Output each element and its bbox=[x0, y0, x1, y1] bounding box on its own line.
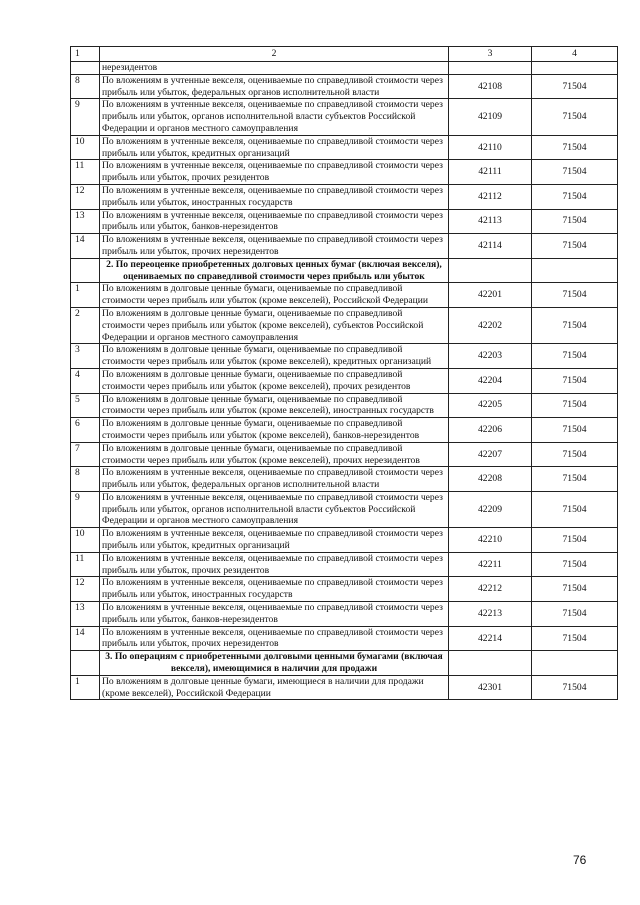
row-number: 1 bbox=[71, 675, 100, 700]
row-number: 10 bbox=[71, 135, 100, 160]
row-number: 13 bbox=[71, 602, 100, 627]
account-code: 42205 bbox=[449, 393, 532, 418]
row-number: 13 bbox=[71, 209, 100, 234]
corresponding-account: 71504 bbox=[532, 135, 618, 160]
column-number-1: 1 bbox=[71, 47, 100, 62]
corresponding-account: 71504 bbox=[532, 675, 618, 700]
corresponding-account: 71504 bbox=[532, 491, 618, 527]
corresponding-account: 71504 bbox=[532, 467, 618, 492]
corresponding-account bbox=[532, 62, 618, 75]
corresponding-account: 71504 bbox=[532, 74, 618, 99]
account-code: 42209 bbox=[449, 491, 532, 527]
row-description: По вложениям в долговые ценные бумаги, оцениваемые по справедливой стоимости через прибыль или убыток (кроме векселей), прочих нерезидентов bbox=[100, 442, 449, 467]
row-number: 7 bbox=[71, 442, 100, 467]
accounts-table bbox=[70, 46, 618, 700]
table-row bbox=[71, 552, 618, 577]
table-row bbox=[71, 368, 618, 393]
account-code: 42206 bbox=[449, 418, 532, 443]
table-row bbox=[71, 528, 618, 553]
row-number: 14 bbox=[71, 234, 100, 259]
account-code: 42109 bbox=[449, 99, 532, 135]
account-code: 42211 bbox=[449, 552, 532, 577]
row-number: 12 bbox=[71, 577, 100, 602]
table-row bbox=[71, 184, 618, 209]
table-row bbox=[71, 442, 618, 467]
row-description: По вложениям в учтенные векселя, оцениваемые по справедливой стоимости через прибыль или убыток, иностранных государств bbox=[100, 184, 449, 209]
account-code: 42110 bbox=[449, 135, 532, 160]
corresponding-account: 71504 bbox=[532, 577, 618, 602]
row-description: По вложениям в учтенные векселя, оцениваемые по справедливой стоимости через прибыль или убыток, органов исполнительной власти субъектов Российской Федерации и органов местного самоуправления bbox=[100, 99, 449, 135]
table-row bbox=[71, 577, 618, 602]
row-number: 4 bbox=[71, 368, 100, 393]
row-description: По вложениям в учтенные векселя, оцениваемые по справедливой стоимости через прибыль или убыток, банков-нерезидентов bbox=[100, 602, 449, 627]
corresponding-account: 71504 bbox=[532, 393, 618, 418]
row-number: 9 bbox=[71, 491, 100, 527]
account-code: 42111 bbox=[449, 160, 532, 185]
row-description: По вложениям в долговые ценные бумаги, оцениваемые по справедливой стоимости через прибыль или убыток (кроме векселей), банков-нерезидентов bbox=[100, 418, 449, 443]
row-description: По вложениям в учтенные векселя, оцениваемые по справедливой стоимости через прибыль или убыток, иностранных государств bbox=[100, 577, 449, 602]
row-description: По вложениям в долговые ценные бумаги, оцениваемые по справедливой стоимости через прибыль или убыток (кроме векселей), кредитных организаций bbox=[100, 344, 449, 369]
table-row bbox=[71, 62, 618, 75]
account-code: 42208 bbox=[449, 467, 532, 492]
corresponding-account: 71504 bbox=[532, 307, 618, 343]
table-row bbox=[71, 74, 618, 99]
account-code: 42202 bbox=[449, 307, 532, 343]
table-row bbox=[71, 467, 618, 492]
row-description: По вложениям в учтенные векселя, оцениваемые по справедливой стоимости через прибыль или убыток, федеральных органов исполнительной власти bbox=[100, 467, 449, 492]
row-number: 11 bbox=[71, 160, 100, 185]
row-description: По вложениям в учтенные векселя, оцениваемые по справедливой стоимости через прибыль или убыток, федеральных органов исполнительной власти bbox=[100, 74, 449, 99]
table-row bbox=[71, 626, 618, 651]
row-description: По вложениям в учтенные векселя, оцениваемые по справедливой стоимости через прибыль или убыток, органов исполнительной власти субъектов Российской Федерации и органов местного самоуправления bbox=[100, 491, 449, 527]
table-row bbox=[71, 491, 618, 527]
account-code: 42204 bbox=[449, 368, 532, 393]
table-row bbox=[71, 307, 618, 343]
row-number-cell bbox=[71, 651, 100, 676]
row-number: 1 bbox=[71, 283, 100, 308]
column-number-3: 3 bbox=[449, 47, 532, 62]
row-description: По вложениям в долговые ценные бумаги, оцениваемые по справедливой стоимости через прибыль или убыток (кроме векселей), субъектов Российской Федерации и органов местного самоуправления bbox=[100, 307, 449, 343]
row-number: 14 bbox=[71, 626, 100, 651]
row-number-cell bbox=[71, 258, 100, 283]
row-description: По вложениям в долговые ценные бумаги, имеющиеся в наличии для продажи (кроме векселей), Российской Федерации bbox=[100, 675, 449, 700]
section-heading-row bbox=[71, 258, 618, 283]
table-row bbox=[71, 675, 618, 700]
row-number: 10 bbox=[71, 528, 100, 553]
row-number: 8 bbox=[71, 74, 100, 99]
row-number: 2 bbox=[71, 307, 100, 343]
row-number: 6 bbox=[71, 418, 100, 443]
corresponding-account: 71504 bbox=[532, 234, 618, 259]
row-description: По вложениям в учтенные векселя, оцениваемые по справедливой стоимости через прибыль или убыток, кредитных организаций bbox=[100, 135, 449, 160]
row-description: По вложениям в долговые ценные бумаги, оцениваемые по справедливой стоимости через прибыль или убыток (кроме векселей), прочих резидентов bbox=[100, 368, 449, 393]
account-code: 42114 bbox=[449, 234, 532, 259]
row-description: нерезидентов bbox=[100, 62, 449, 75]
corresponding-account: 71504 bbox=[532, 344, 618, 369]
row-description: По вложениям в учтенные векселя, оцениваемые по справедливой стоимости через прибыль или убыток, кредитных организаций bbox=[100, 528, 449, 553]
table-row bbox=[71, 283, 618, 308]
account-code: 42214 bbox=[449, 626, 532, 651]
row-number: 8 bbox=[71, 467, 100, 492]
account-code: 42210 bbox=[449, 528, 532, 553]
account-code: 42301 bbox=[449, 675, 532, 700]
account-code: 42212 bbox=[449, 577, 532, 602]
row-description: По вложениям в долговые ценные бумаги, оцениваемые по справедливой стоимости через прибыль или убыток (кроме векселей), иностранных государств bbox=[100, 393, 449, 418]
section-heading: 3. По операциям с приобретенными долговыми ценными бумагами (включая векселя), имеющимися в наличии для продажи bbox=[100, 651, 449, 676]
row-description: По вложениям в учтенные векселя, оцениваемые по справедливой стоимости через прибыль или убыток, прочих резидентов bbox=[100, 160, 449, 185]
corresponding-account: 71504 bbox=[532, 368, 618, 393]
row-description: По вложениям в учтенные векселя, оцениваемые по справедливой стоимости через прибыль или убыток, прочих нерезидентов bbox=[100, 626, 449, 651]
row-number: 9 bbox=[71, 99, 100, 135]
account-code-cell bbox=[449, 258, 532, 283]
row-description: По вложениям в долговые ценные бумаги, оцениваемые по справедливой стоимости через прибыль или убыток (кроме векселей), Российской Федерации bbox=[100, 283, 449, 308]
table-row bbox=[71, 418, 618, 443]
account-code: 42203 bbox=[449, 344, 532, 369]
account-code: 42213 bbox=[449, 602, 532, 627]
corresponding-account: 71504 bbox=[532, 99, 618, 135]
row-number: 3 bbox=[71, 344, 100, 369]
section-heading-row bbox=[71, 651, 618, 676]
row-number bbox=[71, 62, 100, 75]
corresponding-account: 71504 bbox=[532, 209, 618, 234]
table-row bbox=[71, 135, 618, 160]
row-number: 12 bbox=[71, 184, 100, 209]
corresponding-account: 71504 bbox=[532, 552, 618, 577]
account-code: 42112 bbox=[449, 184, 532, 209]
table-row bbox=[71, 160, 618, 185]
page-number: 76 bbox=[573, 853, 587, 867]
table-row bbox=[71, 99, 618, 135]
table-row bbox=[71, 234, 618, 259]
table-body bbox=[71, 47, 618, 700]
table-row bbox=[71, 344, 618, 369]
row-number: 5 bbox=[71, 393, 100, 418]
column-number-row bbox=[71, 47, 618, 62]
table-row bbox=[71, 602, 618, 627]
row-description: По вложениям в учтенные векселя, оцениваемые по справедливой стоимости через прибыль или убыток, прочих нерезидентов bbox=[100, 234, 449, 259]
column-number-4: 4 bbox=[532, 47, 618, 62]
corresponding-account-cell bbox=[532, 258, 618, 283]
row-description: По вложениям в учтенные векселя, оцениваемые по справедливой стоимости через прибыль или убыток, банков-нерезидентов bbox=[100, 209, 449, 234]
corresponding-account: 71504 bbox=[532, 418, 618, 443]
corresponding-account: 71504 bbox=[532, 442, 618, 467]
corresponding-account: 71504 bbox=[532, 160, 618, 185]
table-row bbox=[71, 209, 618, 234]
table-row bbox=[71, 393, 618, 418]
row-description: По вложениям в учтенные векселя, оцениваемые по справедливой стоимости через прибыль или убыток, прочих резидентов bbox=[100, 552, 449, 577]
corresponding-account: 71504 bbox=[532, 602, 618, 627]
account-code: 42201 bbox=[449, 283, 532, 308]
account-code-cell bbox=[449, 651, 532, 676]
corresponding-account-cell bbox=[532, 651, 618, 676]
corresponding-account: 71504 bbox=[532, 528, 618, 553]
column-number-2: 2 bbox=[100, 47, 449, 62]
account-code: 42207 bbox=[449, 442, 532, 467]
row-number: 11 bbox=[71, 552, 100, 577]
corresponding-account: 71504 bbox=[532, 184, 618, 209]
account-code: 42113 bbox=[449, 209, 532, 234]
corresponding-account: 71504 bbox=[532, 626, 618, 651]
section-heading: 2. По переоценке приобретенных долговых ценных бумаг (включая векселя), оцениваемых по справедливой стоимости через прибыль или убыток bbox=[100, 258, 449, 283]
account-code: 42108 bbox=[449, 74, 532, 99]
account-code bbox=[449, 62, 532, 75]
corresponding-account: 71504 bbox=[532, 283, 618, 308]
